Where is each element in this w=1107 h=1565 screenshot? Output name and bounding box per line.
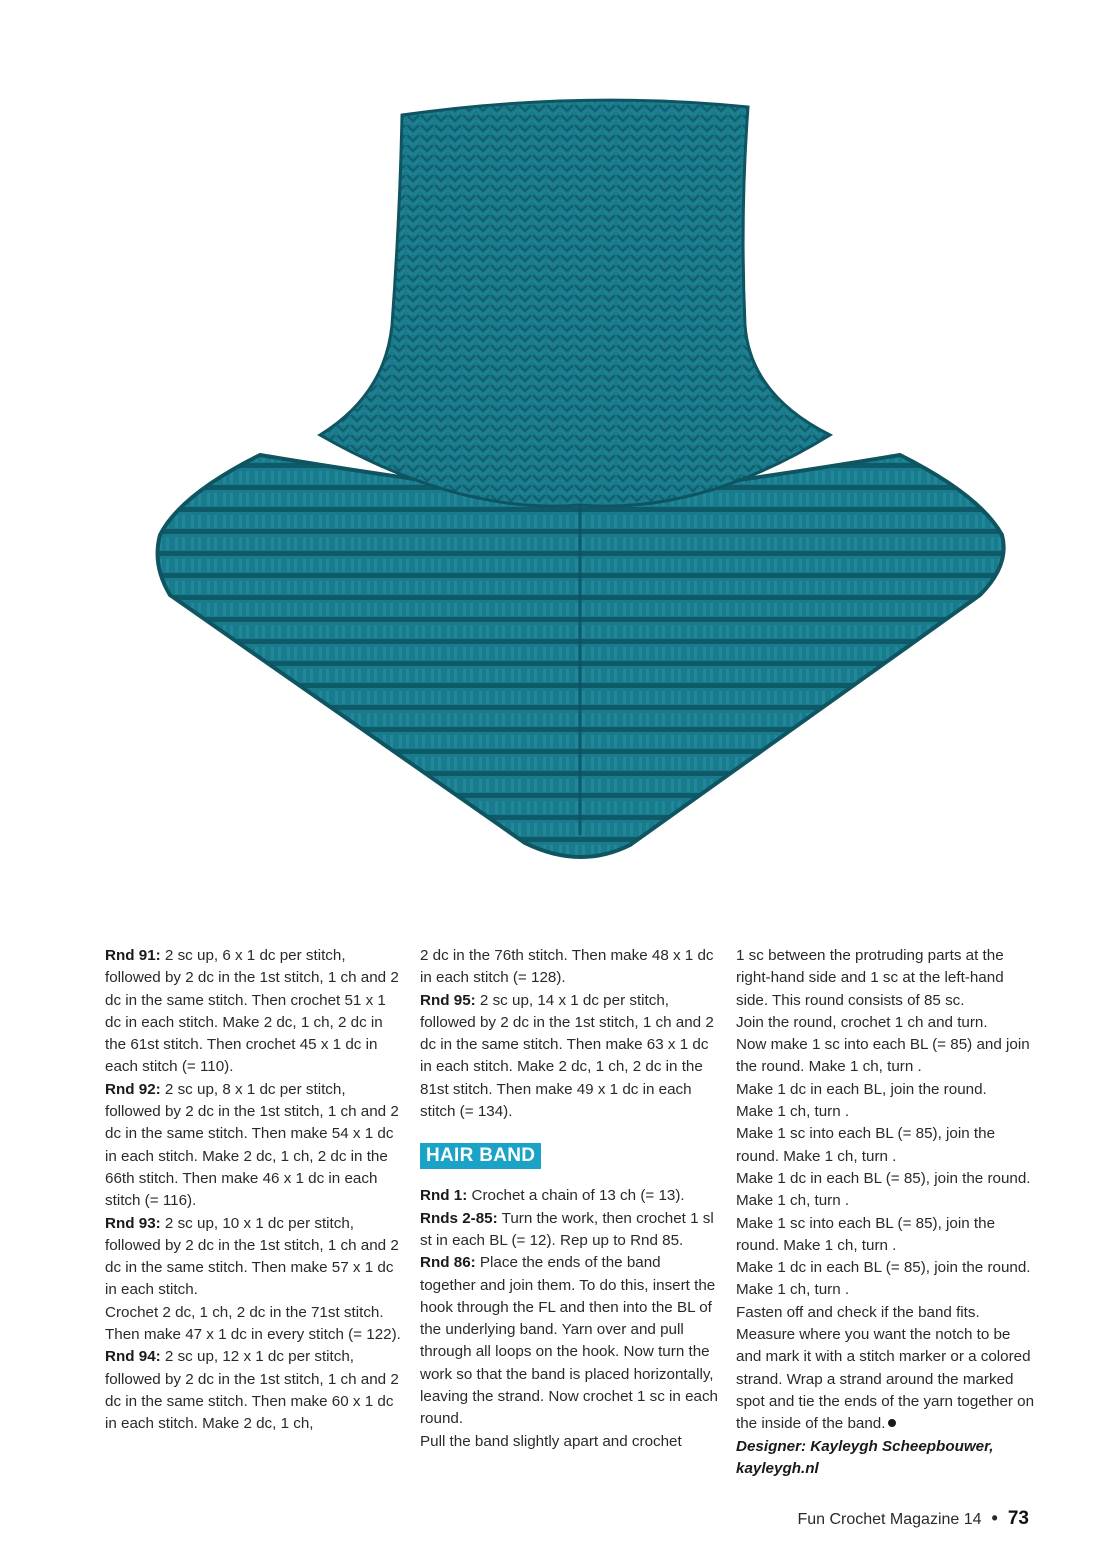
section-heading: HAIR BAND <box>420 1143 541 1169</box>
paragraph: Make 1 dc in each BL, join the round. <box>736 1080 987 1098</box>
paragraph: Rnd 86: Place the ends of the band together and join them. To do this, insert the hook through the FL and then into the BL of the underlying band. Yarn over and pull through all loops on the hook. Now turn the work so that the band is placed horizontally, leaving the strand. Now crochet 1 sc in each round. <box>420 1254 719 1428</box>
paragraph: Rnd 93: 2 sc up, 10 x 1 dc per stitch, followed by 2 dc in the 1st stitch, 1 ch and 2 dc in the same stitch. Then make 57 x 1 dc in each stitch. <box>105 1214 399 1299</box>
cowl-collar <box>320 100 830 506</box>
paragraph: Rnd 91: 2 sc up, 6 x 1 dc per stitch, followed by 2 dc in the 1st stitch, 1 ch and 2 dc in the same stitch. Then crochet 51 x 1 dc in each stitch. Make 2 dc, 1 ch, 2 dc in the 61st stitch. Then crochet 45 x 1 dc in each stitch (= 110). <box>105 947 399 1076</box>
paragraph: Now make 1 sc into each BL (= 85) and join the round. Make 1 ch, turn . <box>736 1036 1030 1076</box>
paragraph: Rnd 1: Crochet a chain of 13 ch (= 13). <box>420 1187 685 1205</box>
paragraph: Rnd 95: 2 sc up, 14 x 1 dc per stitch, followed by 2 dc in the 1st stitch, 1 ch and 2 dc in the same stitch. Then make 63 x 1 dc in each stitch. Make 2 dc, 1 ch, 2 dc in the 81st stitch. Then make 49 x 1 dc in each stitch (= 134). <box>420 991 714 1121</box>
end-bullet-icon <box>888 1419 896 1427</box>
page-footer <box>797 1508 1029 1530</box>
paragraph: Rnds 2-85: Turn the work, then crochet 1 sl st in each BL (= 12). Rep up to Rnd 85. <box>420 1209 714 1249</box>
page-number: 73 <box>1007 1508 1029 1529</box>
paragraph: Fasten off and check if the band fits. <box>736 1303 980 1321</box>
paragraph: Make 1 dc in each BL (= 85), join the round. Make 1 ch, turn . <box>736 1259 1031 1299</box>
footer-separator: • <box>991 1508 998 1528</box>
paragraph: Measure where you want the notch to be and mark it with a stitch marker or a colored strand. Wrap a strand around the marked spot and tie the ends of the yarn together on the inside of the band. <box>736 1326 1035 1433</box>
paragraph: Pull the band slightly apart and crochet <box>420 1432 682 1450</box>
paragraph: 2 dc in the 76th stitch. Then make 48 x 1 dc in each stitch (= 128). <box>420 947 714 987</box>
paragraph: Join the round, crochet 1 ch and turn. <box>736 1013 988 1031</box>
paragraph: Make 1 dc in each BL (= 85), join the round. Make 1 ch, turn . <box>736 1169 1031 1210</box>
crochet-cowl-photo <box>140 95 1020 865</box>
designer-credit: Designer: Kayleygh Scheepbouwer, <box>736 1437 994 1455</box>
paragraph: Rnd 92: 2 sc up, 8 x 1 dc per stitch, followed by 2 dc in the 1st stitch, 1 ch and 2 dc in the same stitch. Then make 54 x 1 dc in each stitch. Make 2 dc, 1 ch, 2 dc in the 66th stitch. Then make 46 x 1 dc in each stitch (= 116). <box>105 1080 399 1210</box>
designer-website: kayleygh.nl <box>736 1459 819 1477</box>
paragraph: 1 sc between the protruding parts at the right-hand side and 1 sc at the left-hand side. This round consists of 85 sc. <box>736 947 1004 1009</box>
text-column-3 <box>736 945 1036 1480</box>
text-column-1 <box>105 945 405 1436</box>
text-column-2 <box>420 945 720 1453</box>
paragraph: Make 1 sc into each BL (= 85), join the round. Make 1 ch, turn . <box>736 1214 996 1254</box>
paragraph: Crochet 2 dc, 1 ch, 2 dc in the 71st stitch. Then make 47 x 1 dc in every stitch (= 122). <box>105 1303 401 1344</box>
magazine-name: Fun Crochet Magazine 14 <box>797 1511 982 1528</box>
paragraph: Rnd 94: 2 sc up, 12 x 1 dc per stitch, followed by 2 dc in the 1st stitch, 1 ch and 2 dc in the same stitch. Then make 60 x 1 dc in each stitch. Make 2 dc, 1 ch, <box>105 1348 399 1433</box>
paragraph: Make 1 ch, turn . <box>736 1103 850 1121</box>
paragraph: Make 1 sc into each BL (= 85), join the round. Make 1 ch, turn . <box>736 1125 996 1165</box>
